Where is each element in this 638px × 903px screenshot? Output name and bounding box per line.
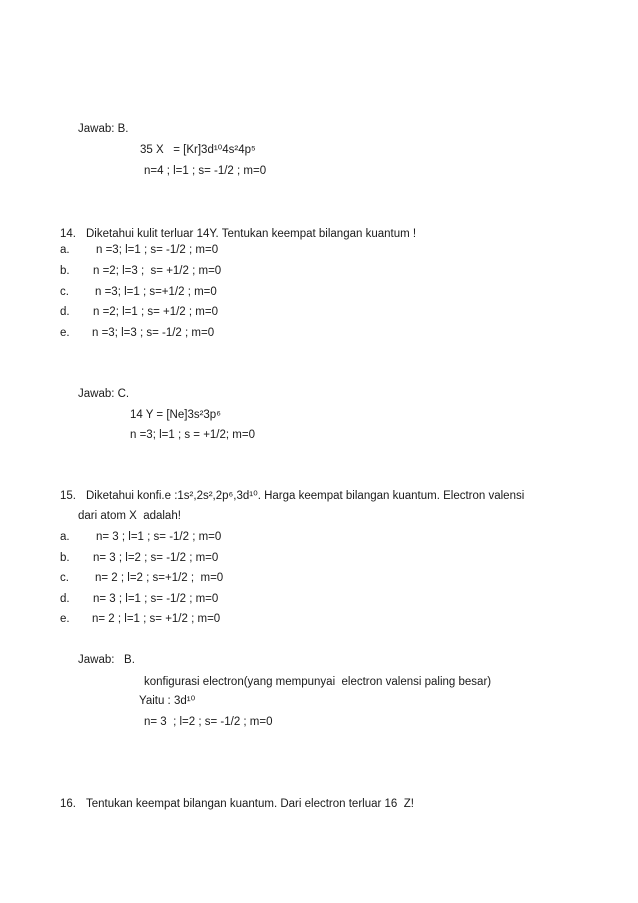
q14-option-c-letter: c. [60,286,69,298]
q14-quantum-numbers: n =3; l=1 ; s = +1/2; m=0 [130,429,255,441]
q14-config: 14 Y = [Ne]3s²3p⁶ [130,409,221,421]
q16-question: Tentukan keempat bilangan kuantum. Dari electron terluar 16 Z! [86,798,414,810]
q13-answer: Jawab: B. [78,123,129,135]
q16-number: 16. [60,798,76,810]
q14-option-b-text: n =2; l=3 ; s= +1/2 ; m=0 [93,265,222,277]
q15-option-c-letter: c. [60,572,69,584]
q15-option-e-letter: e. [60,613,70,625]
q14-option-b-letter: b. [60,265,70,277]
q14-option-d-text: n =2; l=1 ; s= +1/2 ; m=0 [93,306,218,318]
q14-option-c-text: n =3; l=1 ; s=+1/2 ; m=0 [95,286,217,298]
q15-option-b-text: n= 3 ; l=2 ; s= -1/2 ; m=0 [93,552,219,564]
q15-option-c-text: n= 2 ; l=2 ; s=+1/2 ; m=0 [95,572,224,584]
q15-question-line2: dari atom X adalah! [78,510,181,522]
q15-quantum-numbers: n= 3 ; l=2 ; s= -1/2 ; m=0 [144,716,273,728]
q15-option-e-text: n= 2 ; l=1 ; s= +1/2 ; m=0 [92,613,221,625]
q14-option-e-letter: e. [60,327,70,339]
q13-quantum-numbers: n=4 ; l=1 ; s= -1/2 ; m=0 [144,165,267,177]
q15-yaitu: Yaitu : 3d¹⁰ [139,695,196,707]
q15-answer: Jawab: B. [78,654,135,666]
q15-option-a-letter: a. [60,531,70,543]
q15-option-a-text: n= 3 ; l=1 ; s= -1/2 ; m=0 [96,531,222,543]
q14-option-a-letter: a. [60,244,70,256]
q15-question-line1: Diketahui konfi.e :1s²,2s²,2p⁶,3d¹⁰. Harga keempat bilangan kuantum. Electron valensi [86,490,525,502]
q14-number: 14. [60,228,76,240]
q13-config: 35 X = [Kr]3d¹⁰4s²4p⁵ [140,144,256,156]
q14-answer: Jawab: C. [78,388,130,400]
q14-option-e-text: n =3; l=3 ; s= -1/2 ; m=0 [92,327,215,339]
q15-option-d-text: n= 3 ; l=1 ; s= -1/2 ; m=0 [93,593,219,605]
q14-option-d-letter: d. [60,306,70,318]
q14-question: Diketahui kulit terluar 14Y. Tentukan keempat bilangan kuantum ! [86,228,417,240]
q14-option-a-text: n =3; l=1 ; s= -1/2 ; m=0 [96,244,219,256]
q15-option-d-letter: d. [60,593,70,605]
q15-option-b-letter: b. [60,552,70,564]
q15-explanation: konfigurasi electron(yang mempunyai electron valensi paling besar) [144,676,492,688]
q15-number: 15. [60,490,76,502]
